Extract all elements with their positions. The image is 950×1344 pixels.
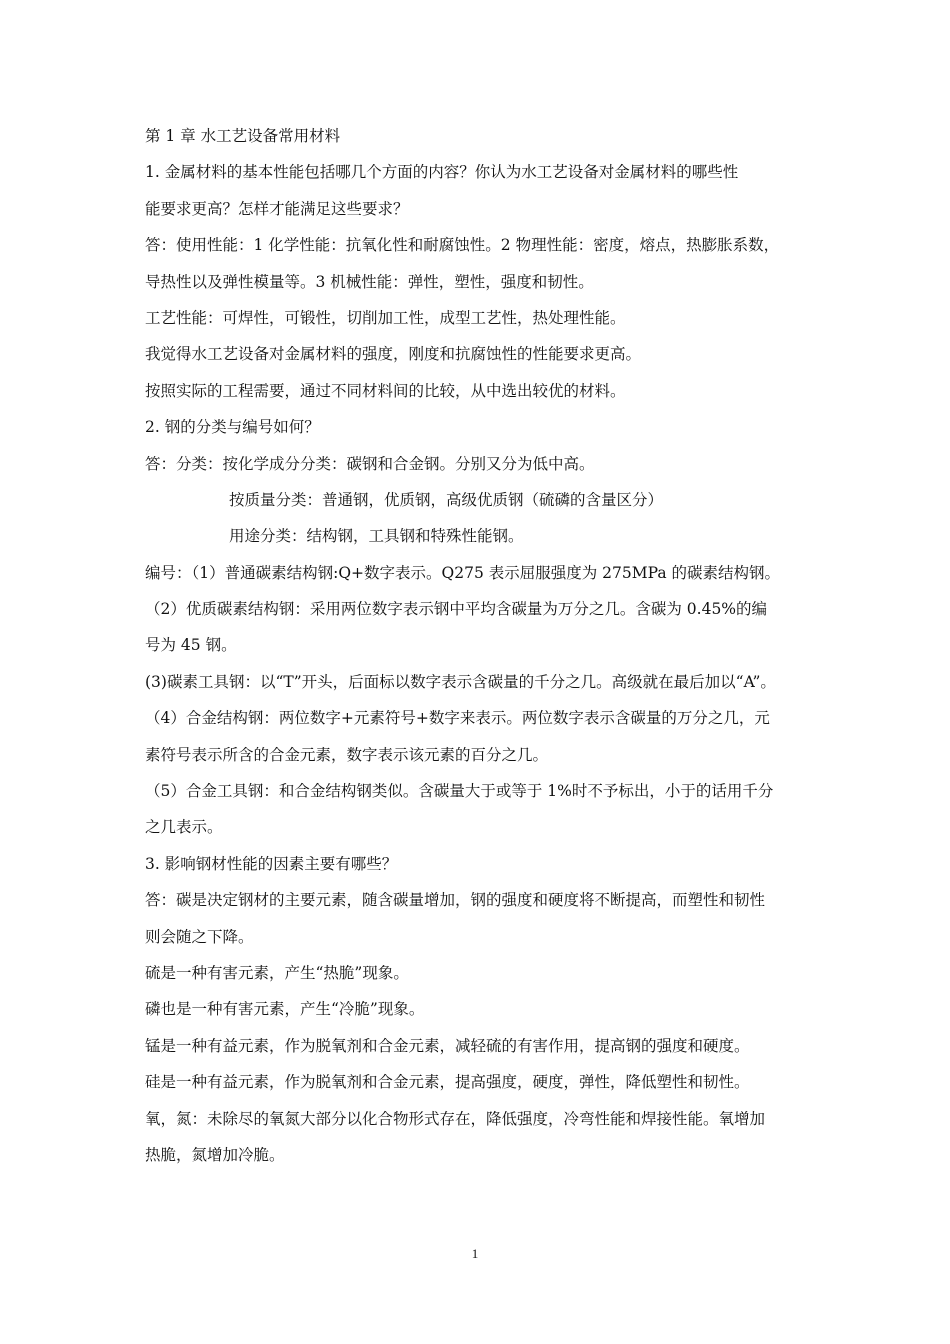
question-1-line-1: 1. 金属材料的基本性能包括哪几个方面的内容？你认为水工艺设备对金属材料的哪些性 <box>145 163 739 182</box>
answer-2-line-1: 答：分类：按化学成分分类：碳钢和合金钢。分别又分为低中高。 <box>145 454 595 473</box>
answer-1-line-4: 我觉得水工艺设备对金属材料的强度，刚度和抗腐蚀性的性能要求更高。 <box>145 345 642 364</box>
document-body <box>145 118 810 1173</box>
answer-3-line-2: 则会随之下降。 <box>145 927 254 946</box>
answer-3-line-5: 锰是一种有益元素，作为脱氧剂和合金元素，减轻硫的有害作用，提高钢的强度和硬度。 <box>145 1036 750 1055</box>
answer-3-line-8: 热脆，氮增加冷脆。 <box>145 1145 285 1164</box>
page-number: 1 <box>471 1246 479 1261</box>
answer-3-line-6: 硅是一种有益元素，作为脱氧剂和合金元素，提高强度，硬度，弹性，降低塑性和韧性。 <box>145 1073 750 1092</box>
answer-2-line-3: 用途分类：结构钢，工具钢和特殊性能钢。 <box>229 527 524 546</box>
answer-3-line-1: 答：碳是决定钢材的主要元素，随含碳量增加，钢的强度和硬度将不断提高，而塑性和韧性 <box>145 891 766 910</box>
answer-2-line-7: (3)碳素工具钢：以“T”开头，后面标以数字表示含碳量的千分之几。高级就在最后加以“A”。 <box>145 672 776 691</box>
answer-1-line-5: 按照实际的工程需要，通过不同材料间的比较，从中选出较优的材料。 <box>145 381 626 400</box>
answer-2-line-8: （4）合金结构钢：两位数字+元素符号+数字来表示。两位数字表示含碳量的万分之几，元 <box>145 709 770 728</box>
answer-2-line-6: 号为 45 钢。 <box>145 636 237 655</box>
answer-3-line-3: 硫是一种有害元素，产生“热脆”现象。 <box>145 963 409 982</box>
answer-2-line-10: （5）合金工具钢：和合金结构钢类似。含碳量大于或等于 1%时不予标出，小于的话用千分 <box>145 782 774 801</box>
question-3: 3. 影响钢材性能的因素主要有哪些？ <box>145 854 398 873</box>
answer-2-line-11: 之几表示。 <box>145 818 223 837</box>
answer-3-line-7: 氧，氮：未除尽的氧氮大部分以化合物形式存在，降低强度，冷弯性能和焊接性能。氧增加 <box>145 1109 766 1128</box>
question-1-line-2: 能要求更高？怎样才能满足这些要求？ <box>145 199 409 218</box>
answer-3-line-4: 磷也是一种有害元素，产生“冷脆”现象。 <box>145 1000 425 1019</box>
chapter-title: 第 1 章 水工艺设备常用材料 <box>145 127 341 145</box>
answer-1-line-3: 工艺性能：可焊性，可锻性，切削加工性，成型工艺性，热处理性能。 <box>145 308 626 327</box>
answer-2-line-2: 按质量分类：普通钢，优质钢，高级优质钢（硫磷的含量区分） <box>229 490 664 509</box>
answer-2-line-5: （2）优质碳素结构钢：采用两位数字表示钢中平均含碳量为万分之几。含碳为 0.45%的编 <box>145 600 768 619</box>
question-2: 2. 钢的分类与编号如何？ <box>145 418 320 437</box>
answer-2-line-4: 编号：（1）普通碳素结构钢:Q+数字表示。Q275 表示屈服强度为 275MPa 的碳素结构钢。 <box>145 563 781 582</box>
answer-1-line-2: 导热性以及弹性模量等。3 机械性能：弹性，塑性，强度和韧性。 <box>145 272 594 291</box>
answer-1-line-1: 答：使用性能：1 化学性能：抗氧化性和耐腐蚀性。2 物理性能：密度，熔点，热膨胀系数， <box>145 236 780 255</box>
answer-2-line-9: 素符号表示所含的合金元素，数字表示该元素的百分之几。 <box>145 745 549 764</box>
